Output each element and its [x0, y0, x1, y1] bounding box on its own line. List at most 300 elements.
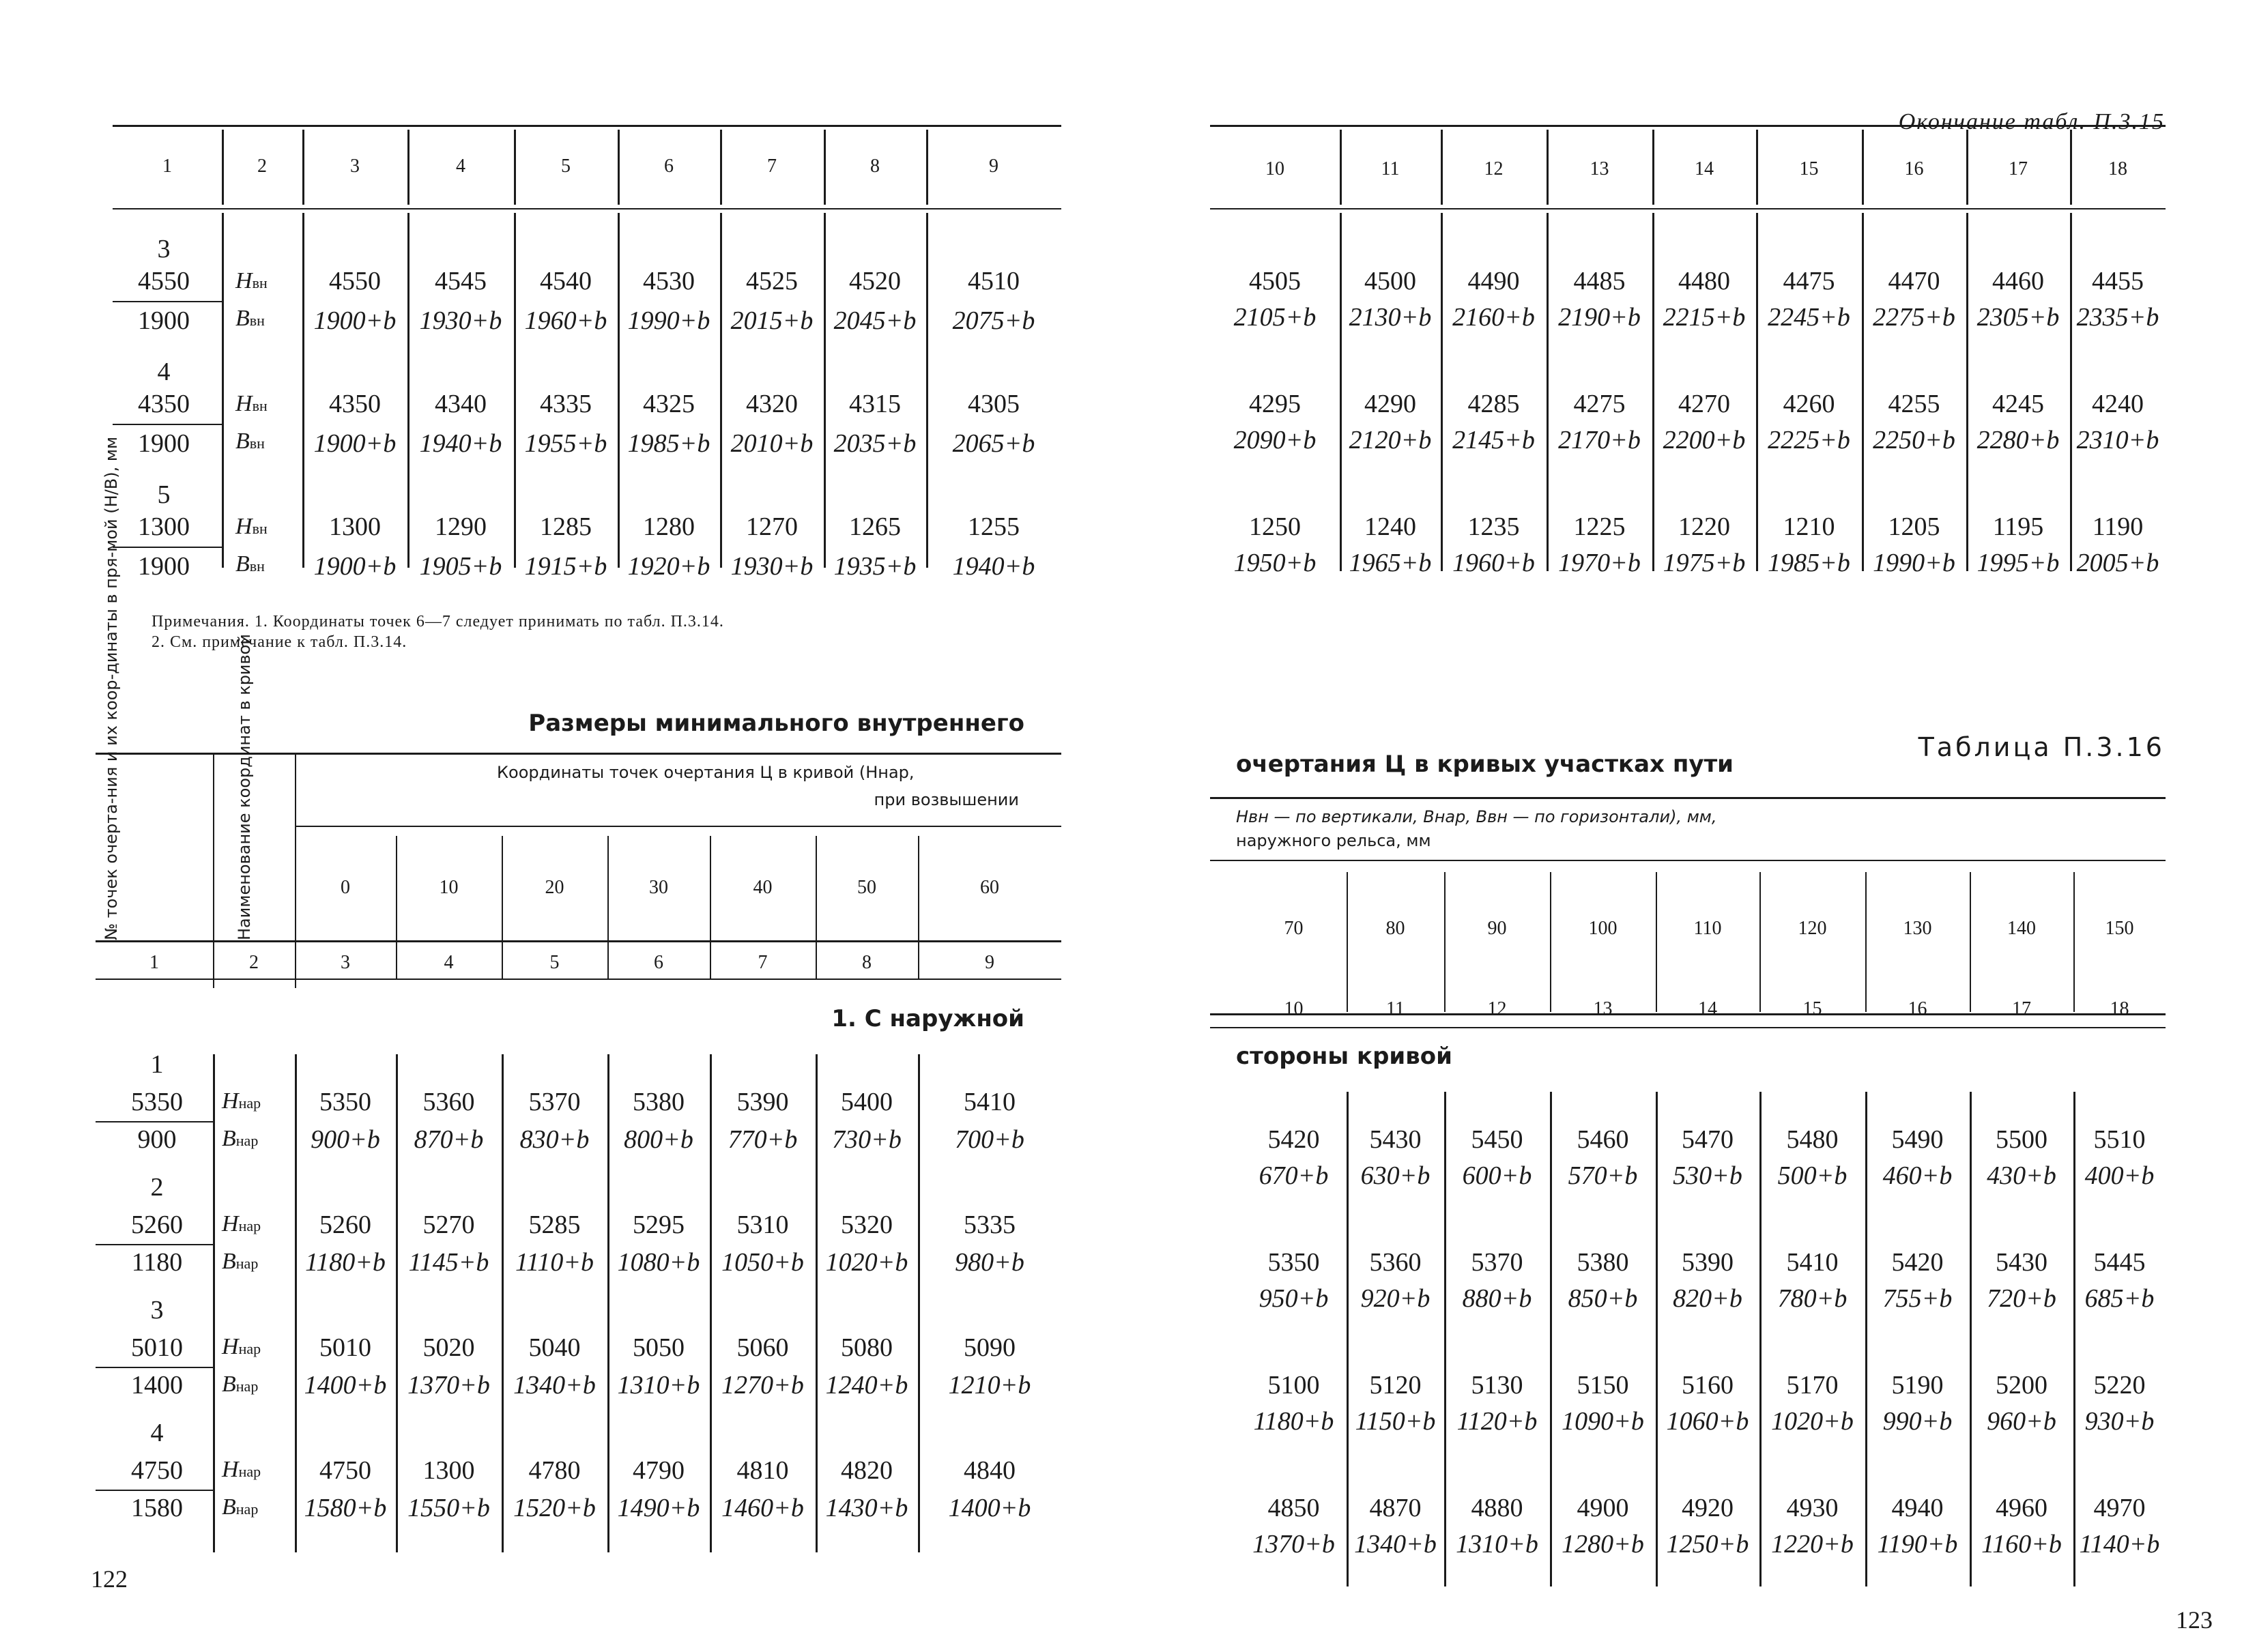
h-value: 4505 [1249, 267, 1301, 295]
h-value: 4295 [1249, 390, 1301, 418]
h-value: 1285 [540, 512, 592, 541]
column-number: 5 [549, 952, 560, 973]
h-value: 5360 [1369, 1248, 1422, 1277]
h-value: 4920 [1682, 1494, 1734, 1522]
h-value: 4340 [435, 390, 487, 418]
b-value: 1310+b [617, 1371, 700, 1400]
column-divider [1444, 872, 1446, 1012]
b-value: 990+b [1882, 1407, 1953, 1436]
column-number: 18 [2110, 998, 2129, 1019]
point-h-value: 5010 [131, 1333, 183, 1362]
h-value: 5010 [319, 1333, 371, 1362]
h-value: 5170 [1786, 1371, 1839, 1400]
b-value: 1060+b [1666, 1407, 1749, 1436]
b-value: 2310+b [2076, 426, 2159, 454]
h-value: 5420 [1891, 1248, 1944, 1277]
h-value: 5100 [1267, 1371, 1320, 1400]
b-value: 2170+b [1558, 426, 1641, 454]
h-value: 5510 [2093, 1125, 2146, 1154]
column-divider [213, 1054, 215, 1552]
b-value: 1990+b [627, 306, 710, 335]
h-value: 4850 [1267, 1494, 1320, 1522]
elevation-value: 50 [857, 877, 876, 898]
b-value: 780+b [1777, 1284, 1848, 1313]
column-divider [514, 130, 516, 205]
b-value: 1190+b [1877, 1530, 1958, 1559]
column-number: 13 [1590, 158, 1609, 179]
h-value: 1280 [643, 512, 695, 541]
b-value: 630+b [1360, 1161, 1431, 1190]
h-value: 5445 [2093, 1248, 2146, 1277]
b-coordinate-label: Bнар [222, 1372, 259, 1397]
column-divider [1862, 130, 1864, 205]
column-number: 16 [1904, 158, 1924, 179]
coordinates-caption-2: при возвышении [874, 790, 1019, 809]
b-value: 1150+b [1355, 1407, 1436, 1436]
h-value: 4790 [633, 1456, 685, 1485]
h-value: 4810 [736, 1456, 789, 1485]
column-number: 3 [341, 952, 350, 973]
b-value: 2335+b [2076, 303, 2159, 332]
b-value: 1520+b [513, 1494, 596, 1522]
h-value: 5150 [1577, 1371, 1629, 1400]
fraction-rule [113, 301, 222, 302]
column-number: 18 [2108, 158, 2127, 179]
column-divider [2073, 872, 2075, 1012]
column-number: 14 [1695, 158, 1714, 179]
point-h-value: 1300 [138, 512, 190, 541]
b-value: 1310+b [1456, 1530, 1538, 1559]
b-value: 800+b [624, 1125, 693, 1154]
column-number: 6 [664, 156, 674, 177]
b-value: 1210+b [948, 1371, 1031, 1400]
h-value: 5480 [1786, 1125, 1839, 1154]
right-page [1128, 0, 2257, 1652]
h-value: 4270 [1678, 390, 1730, 418]
b-value: 670+b [1259, 1161, 1329, 1190]
table-continuation-caption: Окончание табл. П.3.15 [1898, 109, 2165, 134]
column-number: 6 [654, 952, 663, 973]
b-value: 430+b [1987, 1161, 2056, 1190]
h-value: 1205 [1888, 512, 1940, 541]
point-h-value: 4350 [138, 390, 190, 418]
b-value: 1950+b [1233, 549, 1317, 577]
h-value: 4260 [1783, 390, 1835, 418]
h-coordinate-label: Hвн [235, 514, 268, 539]
b-value: 2090+b [1233, 426, 1317, 454]
fraction-rule [96, 1367, 213, 1368]
h-value: 1225 [1573, 512, 1626, 541]
h-value: 5370 [528, 1088, 581, 1116]
h-value: 4940 [1891, 1494, 1944, 1522]
column-number: 4 [444, 952, 454, 973]
b-value: 755+b [1882, 1284, 1953, 1313]
column-divider [1547, 130, 1549, 205]
column-divider [926, 130, 928, 205]
h-value: 4840 [964, 1456, 1016, 1485]
coordinates-caption-1: Координаты точек очертания Ц в кривой (Hнар, [497, 763, 915, 782]
column-divider [1550, 872, 1551, 1012]
b-value: 850+b [1568, 1284, 1638, 1313]
column-divider [618, 130, 620, 205]
column-divider [1966, 130, 1968, 205]
h-value: 1250 [1249, 512, 1301, 541]
column-divider [302, 130, 304, 205]
b-value: 1110+b [515, 1248, 594, 1277]
page-number: 122 [91, 1565, 128, 1593]
b-value: 2280+b [1976, 426, 2060, 454]
column-number: 7 [758, 952, 768, 973]
h-value: 5380 [1577, 1248, 1629, 1277]
h-value: 4240 [2092, 390, 2144, 418]
b-value: 880+b [1462, 1284, 1532, 1313]
b-value: 1930+b [419, 306, 502, 335]
point-index: 3 [157, 235, 171, 263]
h-value: 5285 [528, 1211, 581, 1239]
h-coordinate-label: Hнар [222, 1088, 261, 1114]
b-value: 1940+b [419, 429, 502, 458]
table-top-rule [1210, 125, 2166, 127]
b-value: 1900+b [313, 552, 397, 581]
h-value: 5060 [736, 1333, 789, 1362]
h-value: 1190 [2092, 512, 2144, 541]
h-value: 5430 [1369, 1125, 1422, 1154]
elevation-value: 30 [649, 877, 668, 898]
column-header-point-numbers: № точек очерта-ния и их коор-динаты в пря-мой (H/B), мм [102, 436, 121, 940]
h-value: 4780 [528, 1456, 581, 1485]
b-value: 2075+b [952, 306, 1035, 335]
header-mid-rule [96, 940, 1061, 942]
header-top-rule [1210, 797, 2166, 799]
column-divider [720, 130, 722, 205]
column-divider [824, 130, 826, 205]
b-value: 1915+b [524, 552, 607, 581]
h-value: 4475 [1783, 267, 1835, 295]
b-value: 1120+b [1456, 1407, 1538, 1436]
h-value: 1270 [746, 512, 798, 541]
h-value: 4520 [849, 267, 901, 295]
column-number: 7 [767, 156, 777, 177]
fraction-rule [113, 424, 222, 425]
h-value: 5470 [1682, 1125, 1734, 1154]
h-value: 5410 [1786, 1248, 1839, 1277]
point-index: 5 [157, 480, 171, 509]
h-value: 4490 [1467, 267, 1520, 295]
column-divider [1340, 130, 1342, 205]
point-index: 2 [150, 1173, 164, 1202]
b-value: 2190+b [1558, 303, 1641, 332]
h-value: 1195 [1992, 512, 2044, 541]
b-value: 2005+b [2076, 549, 2159, 577]
h-value: 4500 [1364, 267, 1416, 295]
elevation-value: 0 [341, 877, 350, 898]
b-value: 1020+b [1771, 1407, 1854, 1436]
column-divider [1656, 872, 1657, 1012]
b-value: 1960+b [524, 306, 607, 335]
b-value: 2065+b [952, 429, 1035, 458]
b-value: 1550+b [407, 1494, 490, 1522]
h-value: 4545 [435, 267, 487, 295]
h-value: 4320 [746, 390, 798, 418]
h-value: 5350 [319, 1088, 371, 1116]
point-index: 1 [150, 1050, 164, 1079]
page-number: 123 [2176, 1606, 2213, 1634]
fraction-rule [96, 1121, 213, 1122]
coordinates-caption-3: Hвн — по вертикали, Bнар, Bвн — по горизонтали), мм, [1236, 807, 1717, 826]
h-value: 4550 [329, 267, 381, 295]
b-coordinate-label: Bвн [235, 429, 265, 454]
point-b-value: 1180 [131, 1248, 183, 1277]
elevation-value: 60 [980, 877, 999, 898]
h-value: 5190 [1891, 1371, 1944, 1400]
b-value: 1930+b [730, 552, 814, 581]
h-value: 5160 [1682, 1371, 1734, 1400]
column-number: 17 [2012, 998, 2031, 1019]
section-title-part-2: стороны кривой [1236, 1043, 1452, 1070]
h-value: 1300 [422, 1456, 475, 1485]
b-value: 2160+b [1452, 303, 1535, 332]
b-value: 1990+b [1873, 549, 1955, 577]
b-value: 870+b [414, 1125, 484, 1154]
h-value: 5335 [964, 1211, 1016, 1239]
h-value: 5420 [1267, 1125, 1320, 1154]
b-value: 1985+b [627, 429, 710, 458]
h-value: 4870 [1369, 1494, 1422, 1522]
point-b-value: 1900 [138, 552, 190, 581]
b-value: 1145+b [408, 1248, 489, 1277]
h-value: 5090 [964, 1333, 1016, 1362]
b-value: 530+b [1673, 1161, 1742, 1190]
column-divider [222, 213, 224, 568]
h-value: 5200 [1996, 1371, 2047, 1400]
h-value: 5490 [1891, 1125, 1944, 1154]
point-b-value: 1400 [131, 1371, 183, 1400]
b-value: 1270+b [721, 1371, 804, 1400]
h-value: 4530 [643, 267, 695, 295]
b-value: 1985+b [1768, 549, 1850, 577]
elevation-value: 130 [1903, 918, 1932, 939]
h-value: 4335 [540, 390, 592, 418]
b-value: 1160+b [1981, 1530, 2062, 1559]
b-value: 2130+b [1349, 303, 1432, 332]
h-value: 1240 [1364, 512, 1416, 541]
point-h-value: 4750 [131, 1456, 183, 1485]
h-coordinate-label: Hнар [222, 1334, 261, 1359]
column-number: 5 [561, 156, 571, 177]
b-value: 1490+b [617, 1494, 700, 1522]
h-value: 5260 [319, 1211, 371, 1239]
b-value: 1960+b [1452, 549, 1535, 577]
b-value: 1090+b [1562, 1407, 1644, 1436]
b-coordinate-label: Bнар [222, 1494, 259, 1520]
b-value: 1220+b [1771, 1530, 1854, 1559]
point-h-value: 4550 [138, 267, 190, 295]
column-divider [1865, 872, 1867, 1012]
h-value: 4750 [319, 1456, 371, 1485]
b-value: 2275+b [1873, 303, 1955, 332]
left-page [0, 0, 1128, 1652]
b-value: 1180+b [1253, 1407, 1334, 1436]
h-value: 4880 [1471, 1494, 1523, 1522]
b-coordinate-label: Bнар [222, 1249, 259, 1274]
b-coordinate-label: Bнар [222, 1126, 259, 1151]
h-value: 1255 [968, 512, 1020, 541]
column-number: 8 [870, 156, 880, 177]
b-value: 720+b [1987, 1284, 2056, 1313]
h-value: 4315 [849, 390, 901, 418]
h-value: 5450 [1471, 1125, 1523, 1154]
b-value: 2245+b [1768, 303, 1850, 332]
h-value: 5050 [633, 1333, 685, 1362]
b-value: 1280+b [1562, 1530, 1644, 1559]
point-index: 4 [157, 358, 171, 386]
b-value: 2105+b [1233, 303, 1317, 332]
column-number: 16 [1908, 998, 1927, 1019]
b-value: 1970+b [1558, 549, 1641, 577]
h-coordinate-label: Hнар [222, 1211, 261, 1236]
h-value: 5370 [1471, 1248, 1523, 1277]
point-b-value: 1900 [138, 306, 190, 335]
h-value: 4460 [1992, 267, 2044, 295]
h-value: 4970 [2093, 1494, 2146, 1522]
h-value: 5430 [1996, 1248, 2047, 1277]
b-value: 830+b [519, 1125, 590, 1154]
b-value: 1400+b [948, 1494, 1031, 1522]
column-number: 9 [989, 156, 998, 177]
b-value: 2010+b [730, 429, 814, 458]
h-value: 4930 [1786, 1494, 1839, 1522]
h-value: 4285 [1467, 390, 1520, 418]
column-number: 11 [1381, 158, 1400, 179]
b-value: 1340+b [1354, 1530, 1437, 1559]
b-value: 2145+b [1452, 426, 1535, 454]
b-value: 1905+b [419, 552, 502, 581]
elevation-value: 70 [1284, 918, 1304, 939]
b-value: 820+b [1673, 1284, 1742, 1313]
b-value: 900+b [311, 1125, 380, 1154]
b-value: 1340+b [513, 1371, 596, 1400]
b-value: 1400+b [304, 1371, 387, 1400]
h-value: 5390 [1682, 1248, 1734, 1277]
h-value: 4255 [1888, 390, 1940, 418]
header-bottom-rule [113, 208, 1061, 209]
h-value: 4510 [968, 267, 1020, 295]
b-value: 685+b [2084, 1284, 2155, 1313]
h-value: 5295 [633, 1211, 685, 1239]
column-divider [1756, 130, 1758, 205]
b-value: 1370+b [1252, 1530, 1335, 1559]
fraction-rule [96, 1244, 213, 1245]
column-number: 14 [1698, 998, 1717, 1019]
b-value: 1080+b [617, 1248, 700, 1277]
b-value: 920+b [1360, 1284, 1431, 1313]
b-value: 2225+b [1768, 426, 1850, 454]
elevation-value: 80 [1385, 918, 1405, 939]
column-divider [222, 130, 224, 205]
h-value: 5080 [841, 1333, 893, 1362]
h-value: 1235 [1467, 512, 1520, 541]
b-value: 2035+b [833, 429, 917, 458]
b-value: 980+b [955, 1248, 1024, 1277]
h-value: 4820 [841, 1456, 893, 1485]
b-value: 1050+b [721, 1248, 804, 1277]
h-value: 5130 [1471, 1371, 1523, 1400]
column-number: 15 [1802, 998, 1822, 1019]
b-value: 700+b [955, 1125, 1024, 1154]
elevation-value: 120 [1798, 918, 1827, 939]
b-value: 2045+b [833, 306, 917, 335]
table-top-rule [113, 125, 1061, 127]
b-value: 770+b [728, 1125, 798, 1154]
elevation-value: 140 [2007, 918, 2036, 939]
b-value: 1900+b [313, 429, 397, 458]
b-value: 1995+b [1976, 549, 2060, 577]
b-coordinate-label: Bвн [235, 306, 265, 331]
b-value: 600+b [1462, 1161, 1532, 1190]
point-h-value: 5260 [131, 1211, 183, 1239]
b-value: 2015+b [730, 306, 814, 335]
b-value: 1140+b [2079, 1530, 2160, 1559]
h-value: 1290 [435, 512, 487, 541]
fraction-rule [113, 547, 222, 548]
h-value: 5220 [2093, 1371, 2146, 1400]
table-title-part-1: Размеры минимального внутреннего [528, 710, 1024, 737]
column-number: 12 [1484, 158, 1504, 179]
elevation-value: 20 [545, 877, 564, 898]
elevation-value: 40 [753, 877, 773, 898]
b-value: 1430+b [825, 1494, 908, 1522]
h-value: 4290 [1364, 390, 1416, 418]
h-value: 5460 [1577, 1125, 1629, 1154]
h-value: 4960 [1996, 1494, 2047, 1522]
h-value: 5310 [736, 1211, 789, 1239]
b-value: 950+b [1259, 1284, 1329, 1313]
h-value: 5020 [422, 1333, 475, 1362]
b-value: 730+b [832, 1125, 902, 1154]
table-note-line-2: 2. См. примечание к табл. П.3.14. [152, 633, 407, 651]
h-value: 1210 [1783, 512, 1835, 541]
h-value: 1300 [329, 512, 381, 541]
b-value: 1240+b [825, 1371, 908, 1400]
point-index: 3 [150, 1296, 164, 1324]
h-value: 4325 [643, 390, 695, 418]
h-value: 4525 [746, 267, 798, 295]
elevation-value: 110 [1693, 918, 1722, 939]
b-value: 960+b [1987, 1407, 2056, 1436]
table-title-part-2: очертания Ц в кривых участках пути [1236, 751, 1734, 778]
h-value: 5500 [1996, 1125, 2047, 1154]
h-value: 5390 [736, 1088, 789, 1116]
h-value: 4305 [968, 390, 1020, 418]
b-value: 500+b [1777, 1161, 1848, 1190]
column-number: 1 [162, 156, 172, 177]
h-value: 5400 [841, 1088, 893, 1116]
column-number: 17 [2009, 158, 2028, 179]
h-value: 4275 [1573, 390, 1626, 418]
b-coordinate-label: Bвн [235, 551, 265, 577]
column-number: 2 [257, 156, 267, 177]
column-number: 11 [1386, 998, 1405, 1019]
column-number: 1 [149, 952, 159, 973]
column-header-coordinate-names: Наименование координат в кривой [235, 634, 254, 940]
h-value: 5270 [422, 1211, 475, 1239]
elevation-value: 150 [2105, 918, 2134, 939]
b-value: 1940+b [952, 552, 1035, 581]
h-value: 1265 [849, 512, 901, 541]
h-value: 4245 [1992, 390, 2044, 418]
b-value: 1965+b [1349, 549, 1432, 577]
column-divider [2070, 130, 2072, 205]
